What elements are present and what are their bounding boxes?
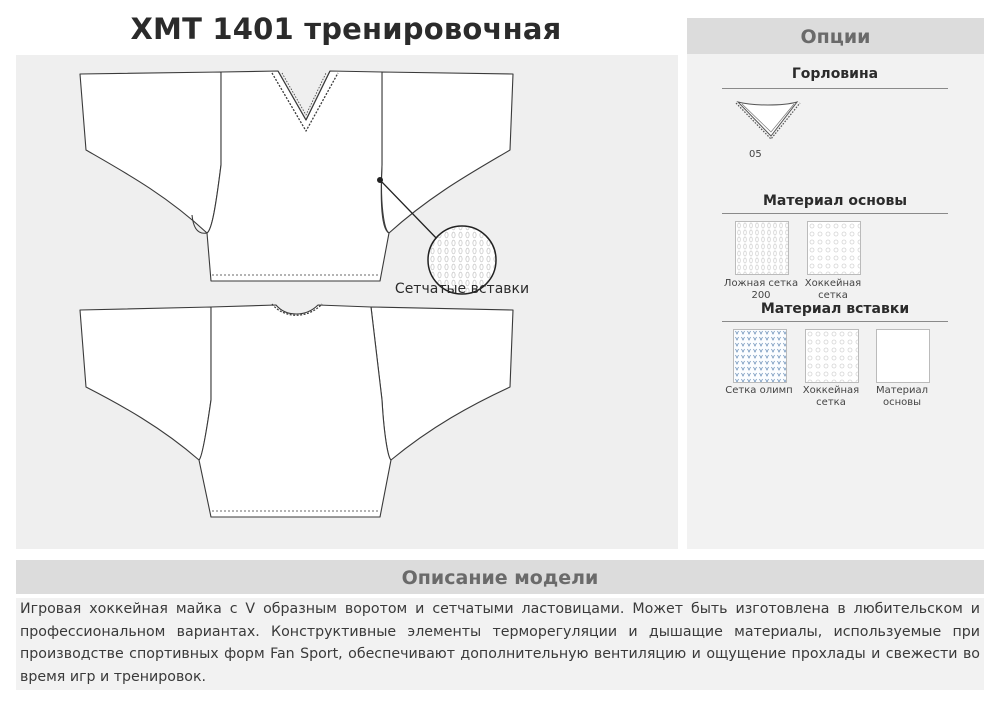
neck-section-title: Горловина [791, 66, 879, 82]
swatch-label: Материал основы [875, 385, 929, 408]
swatch-label: Хоккейная сетка [802, 385, 860, 408]
swatch-hockey-mesh-insert[interactable] [805, 329, 859, 383]
swatch-olymp-mesh[interactable] [733, 329, 787, 383]
neck-option-code: 05 [749, 149, 762, 160]
options-heading: Опции [687, 18, 984, 54]
neck-05-icon[interactable] [733, 98, 803, 142]
swatch-false-mesh-200[interactable] [735, 221, 789, 275]
neck-section-divider [722, 88, 948, 89]
swatch-label: Хоккейная сетка [804, 278, 862, 301]
callout-label: Сетчатые вставки [394, 281, 530, 297]
description-text: Игровая хоккейная майка с V образным воротом и сетчатыми ластовицами. Может быть изготовлена в любительском и профессиональном вариантах. Конструктивные элементы терморегуляции и дышащие материалы, используемые при производстве спортивных форм Fan Sport, обеспечивают дополнительную вентиляцию и ощущение прохлады и свежести во время игр и тренировок. [16, 598, 984, 690]
base-material-section-title: Материал основы [762, 193, 908, 209]
jersey-technical-drawing [16, 55, 678, 549]
swatch-label: Сетка олимп [725, 385, 793, 396]
product-title: ХМТ 1401 тренировочная [130, 12, 562, 46]
options-panel [687, 18, 984, 549]
garment-drawing-panel [16, 55, 678, 549]
insert-material-section-title: Материал вставки [760, 301, 910, 317]
description-heading: Описание модели [16, 560, 984, 594]
insert-material-divider [722, 321, 948, 322]
swatch-hockey-mesh[interactable] [807, 221, 861, 275]
swatch-label: Ложная сетка 200 [723, 278, 799, 301]
jersey-back-view [80, 304, 513, 517]
swatch-base-material[interactable] [876, 329, 930, 383]
base-material-divider [722, 213, 948, 214]
